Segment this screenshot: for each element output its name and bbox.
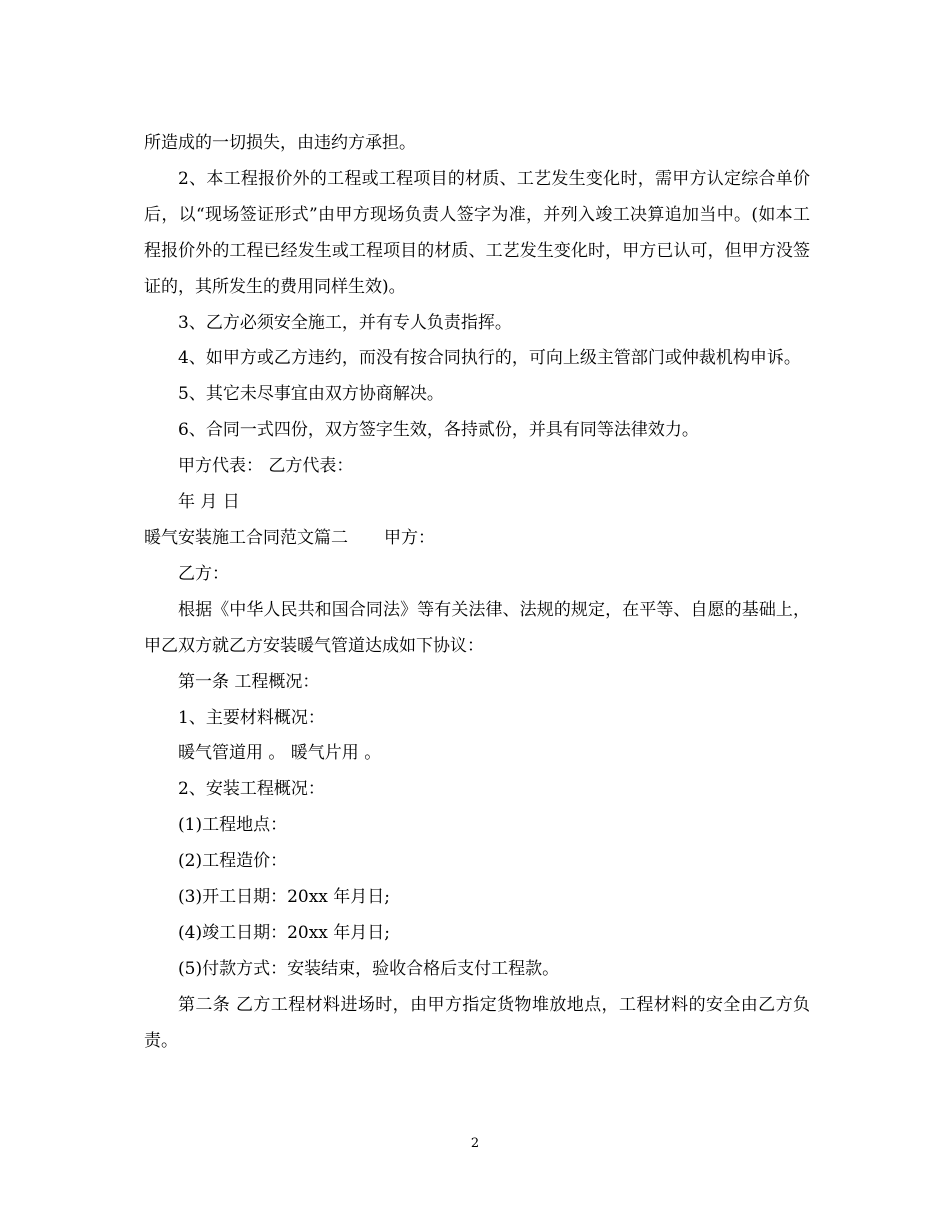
date-line: 年 月 日: [178, 492, 240, 513]
installation-heading: 2、安装工程概况：: [178, 779, 325, 800]
document-body: [144, 126, 810, 1060]
item-location: (1)工程地点：: [178, 815, 288, 836]
clause-6: 6、合同一式四份，双方签字生效，各持贰份，并具有同等法律效力。: [178, 420, 699, 441]
article-2: 第二条 乙方工程材料进场时，由甲方指定货物堆放地点，工程材料的安全由乙方负责。: [144, 994, 810, 1051]
section-title: 暖气安装施工合同范文篇二: [144, 527, 348, 548]
clause-2: 2、本工程报价外的工程或工程项目的材质、工艺发生变化时，需甲方认定综合单价后，以“现场签证形式”由甲方现场负责人签字为准，并列入竣工决算追加当中。(如本工程报价外的工程已经发生或工程项目的材质、工艺发生变化时，甲方已认可，但甲方没签证的，其所发生的费用同样生效)。: [144, 168, 810, 297]
item-end-date: (4)竣工日期：20xx 年月日;: [178, 922, 391, 943]
article-1-heading: 第一条 工程概况：: [178, 671, 320, 692]
party-a-label: 甲方：: [384, 527, 435, 548]
preamble: 根据《中华人民共和国合同法》等有关法律、法规的规定，在平等、自愿的基础上，甲乙双方就乙方安装暖气管道达成如下协议：: [144, 599, 810, 656]
party-b-label: 乙方：: [178, 563, 229, 584]
clause-3: 3、乙方必须安全施工，并有专人负责指挥。: [178, 312, 512, 333]
signature-line: 甲方代表： 乙方代表：: [178, 456, 354, 477]
clause-5: 5、其它未尽事宜由双方协商解决。: [178, 384, 444, 405]
section-heading-line: [144, 521, 810, 557]
materials-heading: 1、主要材料概况：: [178, 707, 325, 728]
materials-detail: 暖气管道用 。 暖气片用 。: [178, 743, 382, 764]
item-cost: (2)工程造价：: [178, 851, 288, 872]
item-start-date: (3)开工日期：20xx 年月日;: [178, 887, 391, 908]
page-number: 2: [470, 1136, 480, 1151]
clause-4: 4、如甲方或乙方违约，而没有按合同执行的，可向上级主管部门或仲裁机构申诉。: [178, 348, 801, 369]
paragraph-continuation: 所造成的一切损失，由违约方承担。: [144, 133, 416, 153]
item-payment: (5)付款方式：安装结束，验收合格后支付工程款。: [178, 958, 560, 979]
